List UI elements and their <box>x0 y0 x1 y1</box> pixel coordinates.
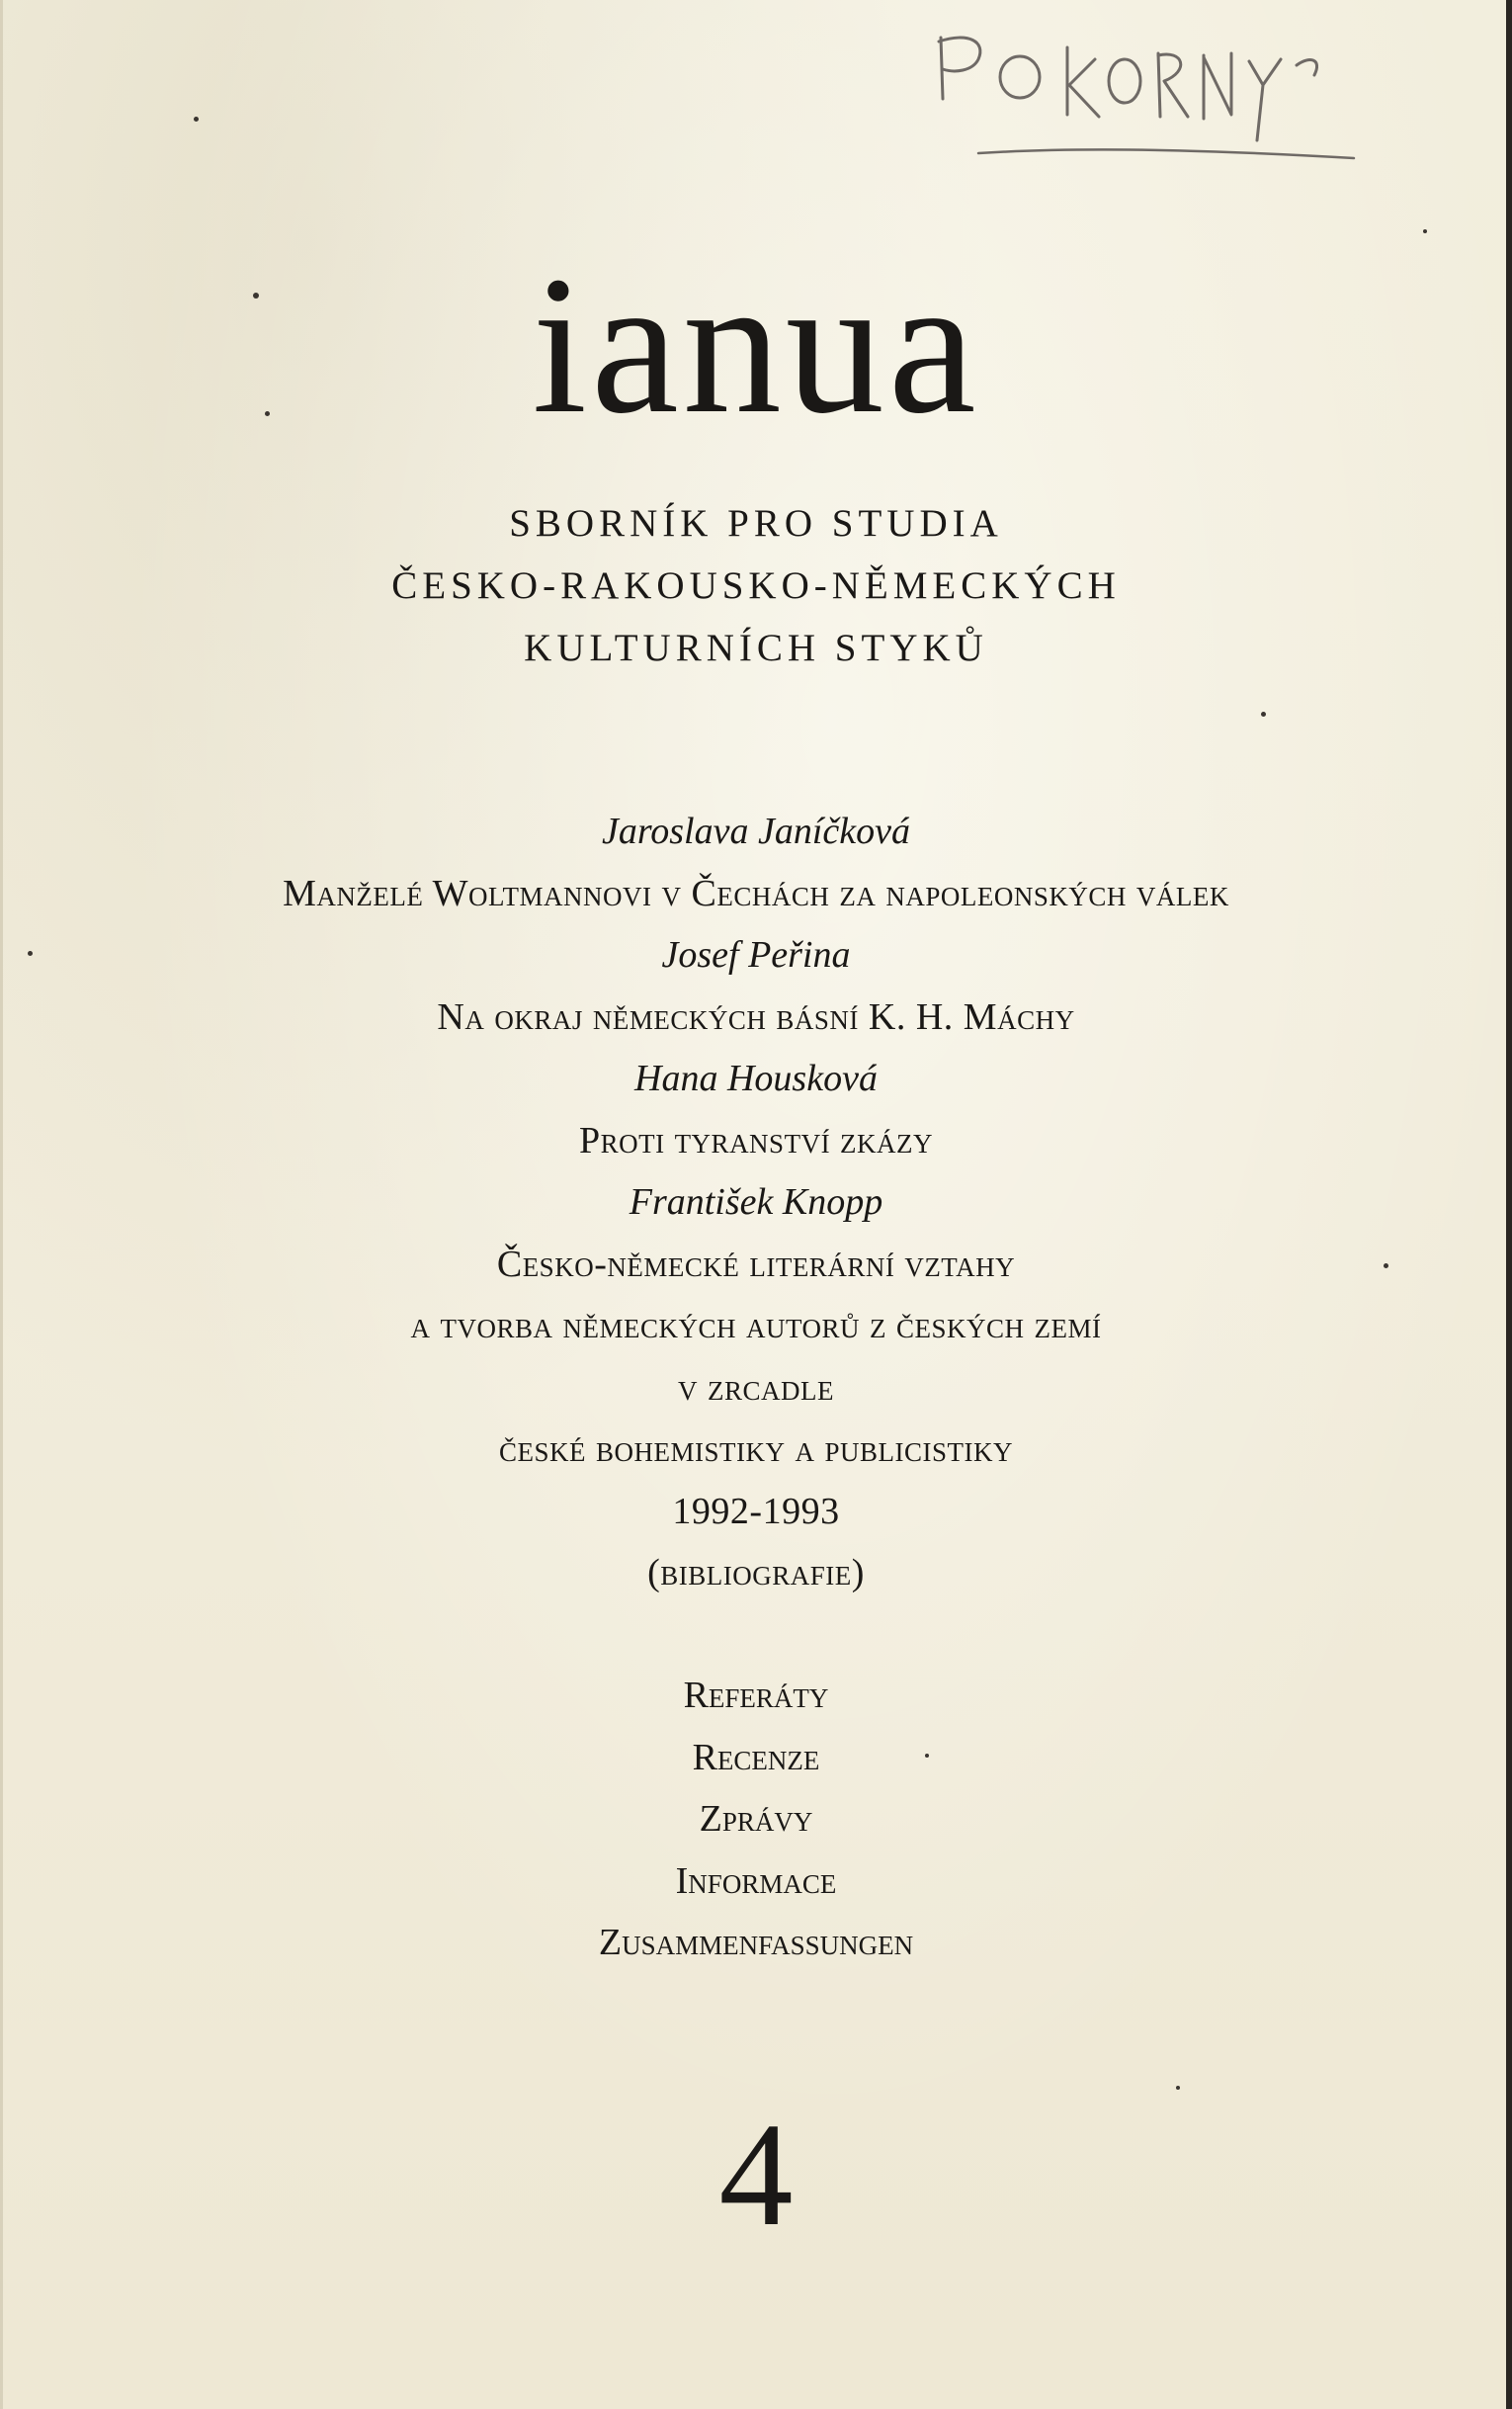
article-title: Proti tyranství zkázy <box>578 1119 934 1161</box>
article-title: Na okraj německých básní K. H. Máchy <box>437 995 1075 1038</box>
journal-subtitle <box>0 492 1512 679</box>
article-title: Manželé Woltmannovi v Čechách za napoleonských válek <box>283 872 1229 914</box>
subtitle-line: ČESKO-RAKOUSKO-NĚMECKÝCH <box>391 564 1121 607</box>
paper-speck <box>194 117 199 122</box>
paper-speck <box>1384 1263 1388 1268</box>
paper-speck <box>925 1754 929 1758</box>
article-author: František Knopp <box>629 1181 883 1223</box>
article-title: a tvorba německých autorů z českých zemí <box>410 1305 1102 1346</box>
article-author: Hana Housková <box>634 1058 878 1099</box>
article-title: české bohemistiky a publicistiky <box>498 1428 1013 1470</box>
paper-speck <box>253 293 259 299</box>
paper-speck <box>1261 712 1266 717</box>
handwritten-signature <box>929 20 1364 168</box>
table-of-contents <box>0 801 1512 1604</box>
article-title: 1992-1993 <box>672 1490 840 1532</box>
section-item: Referáty <box>683 1675 829 1716</box>
journal-title: ianua <box>532 236 980 455</box>
article-author: Jaroslava Janíčková <box>602 811 910 852</box>
paper-speck <box>265 411 270 416</box>
issue-number: 4 <box>718 2093 794 2257</box>
section-item: Informace <box>675 1859 837 1902</box>
article-title: (bibliografie) <box>647 1552 865 1593</box>
subtitle-line: KULTURNÍCH STYKŮ <box>524 627 988 669</box>
section-item: Zusammenfassungen <box>598 1922 914 1963</box>
paper-speck <box>1423 229 1427 233</box>
subtitle-line: SBORNÍK PRO STUDIA <box>509 502 1003 545</box>
section-item: Zprávy <box>699 1798 813 1840</box>
article-title: v zrcadle <box>678 1366 834 1409</box>
article-author: Josef Peřina <box>661 934 851 976</box>
paper-speck <box>1176 2086 1180 2090</box>
section-item: Recenze <box>692 1736 820 1778</box>
section-list <box>0 1665 1512 1974</box>
paper-speck <box>28 951 33 956</box>
article-title: Česko-německé literární vztahy <box>496 1243 1016 1285</box>
